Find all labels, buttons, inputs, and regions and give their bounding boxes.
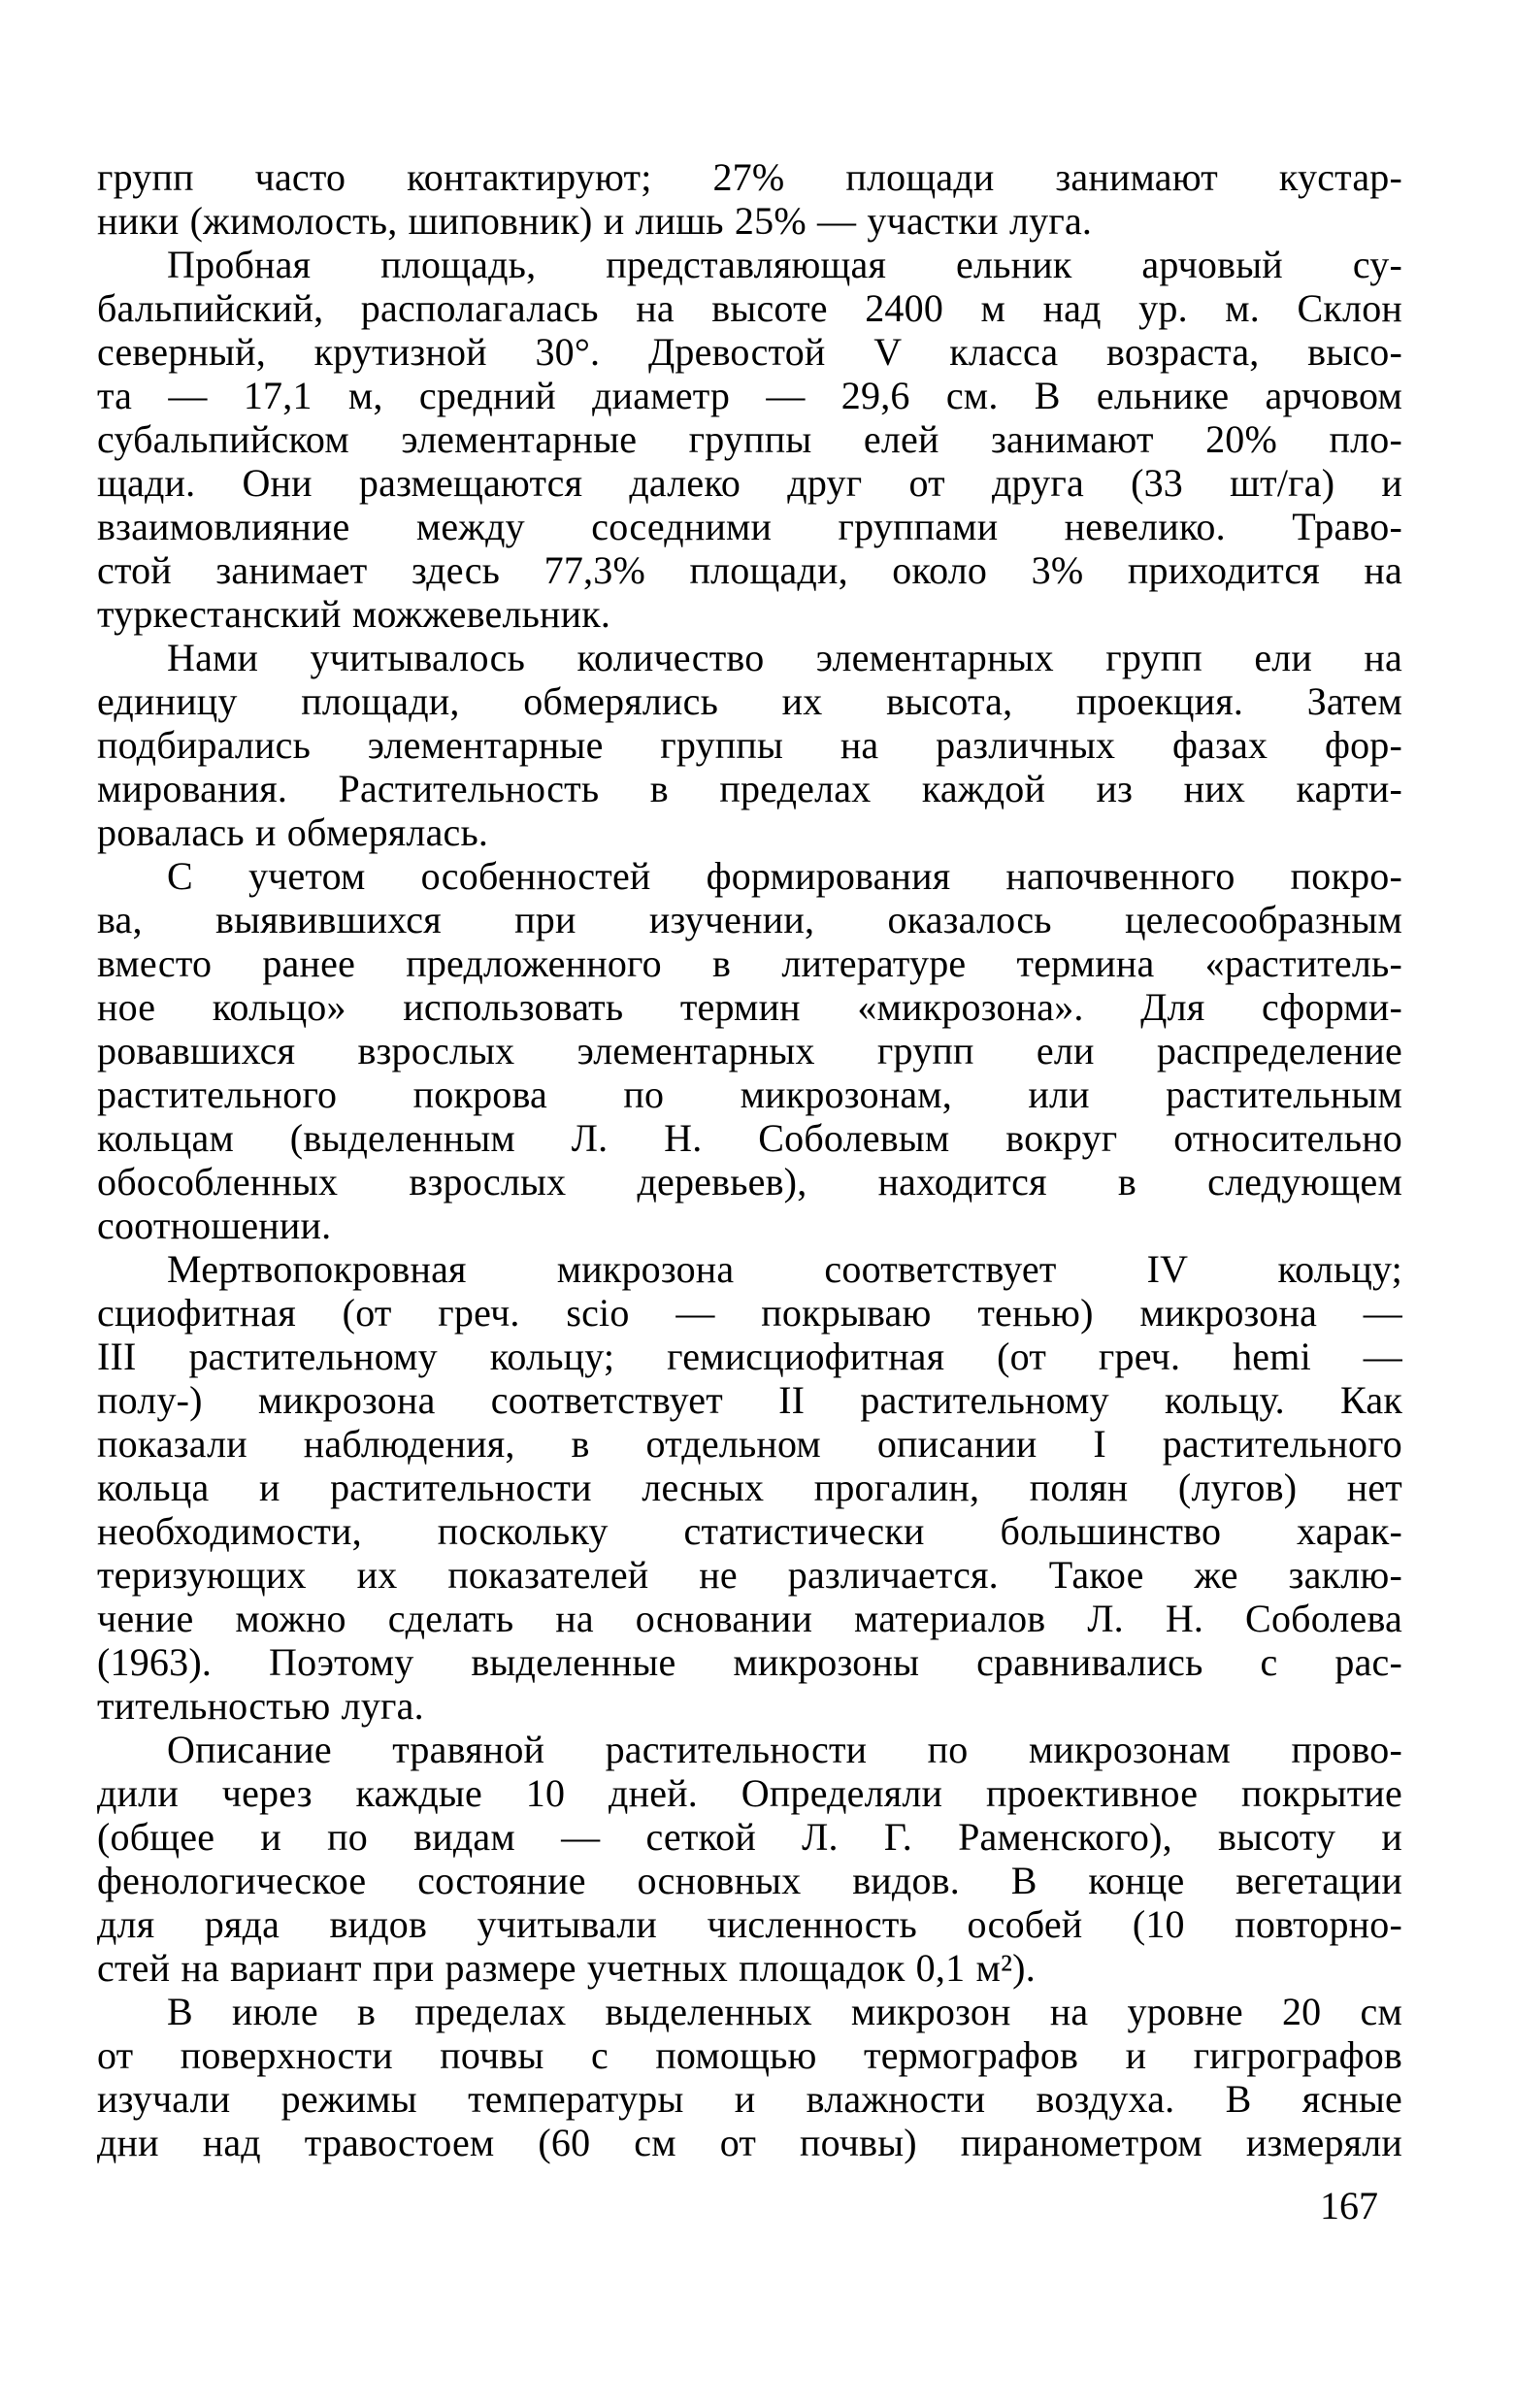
text-line: та — 17,1 м, средний диаметр — 29,6 см. В ельнике арчовом (97, 374, 1402, 417)
text-line: подбирались элементарные группы на различных фазах фор- (97, 723, 1402, 767)
text-line: единицу площади, обмерялись их высота, проекция. Затем (97, 679, 1402, 723)
text-line: туркестанский можжевельник. (97, 592, 611, 636)
text-line: ровалась и обмерялась. (97, 810, 489, 854)
text-line: Описание травяной растительности по микрозонам прово- (167, 1728, 1402, 1771)
text-line: кольца и растительности лесных прогалин, полян (лугов) нет (97, 1466, 1402, 1509)
text-line: необходимости, поскольку статистически большинство харак- (97, 1509, 1402, 1553)
text-line: теризующих их показателей не различается. Такое же заклю- (97, 1553, 1402, 1597)
text-line: тительностью луга. (97, 1684, 424, 1728)
text-line: растительного покрова по микрозонам, или растительным (97, 1072, 1402, 1116)
text-line: стой занимает здесь 77,3% площади, около 3% приходится на (97, 548, 1402, 592)
text-line: Нами учитывалось количество элементарных групп ели на (167, 636, 1402, 679)
text-line: дни над травостоем (60 см от почвы) пиранометром измеряли (97, 2121, 1402, 2164)
text-line: изучали режимы температуры и влажности воздуха. В ясные (97, 2077, 1402, 2121)
text-line: С учетом особенностей формирования напочвенного покро- (167, 854, 1402, 898)
text-line: В июле в пределах выделенных микрозон на уровне 20 см (167, 1990, 1402, 2033)
text-line: Мертвопокровная микрозона соответствует IV кольцу; (167, 1247, 1402, 1291)
text-line: ное кольцо» использовать термин «микрозона». Для сформи- (97, 985, 1402, 1029)
text-line: стей на вариант при размере учетных площадок 0,1 м²). (97, 1946, 1036, 1990)
text-line: сциофитная (от греч. scio — покрываю тенью) микрозона — (97, 1291, 1402, 1335)
text-line: чение можно сделать на основании материалов Л. Н. Соболева (97, 1597, 1402, 1640)
text-line: обособленных взрослых деревьев), находится в следующем (97, 1160, 1402, 1204)
text-line: (общее и по видам — сеткой Л. Г. Раменского), высоту и (97, 1815, 1402, 1859)
page-number: 167 (1320, 2184, 1378, 2227)
text-line: ва, выявившихся при изучении, оказалось целесообразным (97, 898, 1402, 941)
text-line: Пробная площадь, представляющая ельник арчовый су- (167, 243, 1402, 286)
text-line: кольцам (выделенным Л. Н. Соболевым вокруг относительно (97, 1116, 1402, 1160)
text-line: северный, крутизной 30°. Древостой V класса возраста, высо- (97, 330, 1402, 374)
text-line: от поверхности почвы с помощью термографов и гигрографов (97, 2033, 1402, 2077)
text-line: групп часто контактируют; 27% площади занимают кустар- (97, 155, 1402, 199)
text-block (97, 155, 1402, 2164)
text-line: показали наблюдения, в отдельном описании I растительного (97, 1422, 1402, 1466)
text-line: (1963). Поэтому выделенные микрозоны сравнивались с рас- (97, 1640, 1402, 1684)
text-line: соотношении. (97, 1204, 332, 1247)
text-line: щади. Они размещаются далеко друг от друга (33 шт/га) и (97, 461, 1402, 505)
text-line: дили через каждые 10 дней. Определяли проективное покрытие (97, 1771, 1402, 1815)
text-line: ники (жимолость, шиповник) и лишь 25% — участки луга. (97, 199, 1093, 243)
text-line: вместо ранее предложенного в литературе термина «раститель- (97, 941, 1402, 985)
text-line: взаимовлияние между соседними группами невелико. Траво- (97, 505, 1402, 548)
text-line: полу-) микрозона соответствует II растительному кольцу. Как (97, 1378, 1402, 1422)
text-line: фенологическое состояние основных видов. В конце вегетации (97, 1859, 1402, 1902)
text-line: для ряда видов учитывали численность особей (10 повторно- (97, 1902, 1402, 1946)
text-line: мирования. Растительность в пределах каждой из них карти- (97, 767, 1402, 810)
text-line: ровавшихся взрослых элементарных групп ели распределение (97, 1029, 1402, 1072)
text-line: бальпийский, располагалась на высоте 2400 м над ур. м. Склон (97, 286, 1402, 330)
text-line: субальпийском элементарные группы елей занимают 20% пло- (97, 417, 1402, 461)
text-line: III растительному кольцу; гемисциофитная (от греч. hemi — (97, 1335, 1402, 1378)
